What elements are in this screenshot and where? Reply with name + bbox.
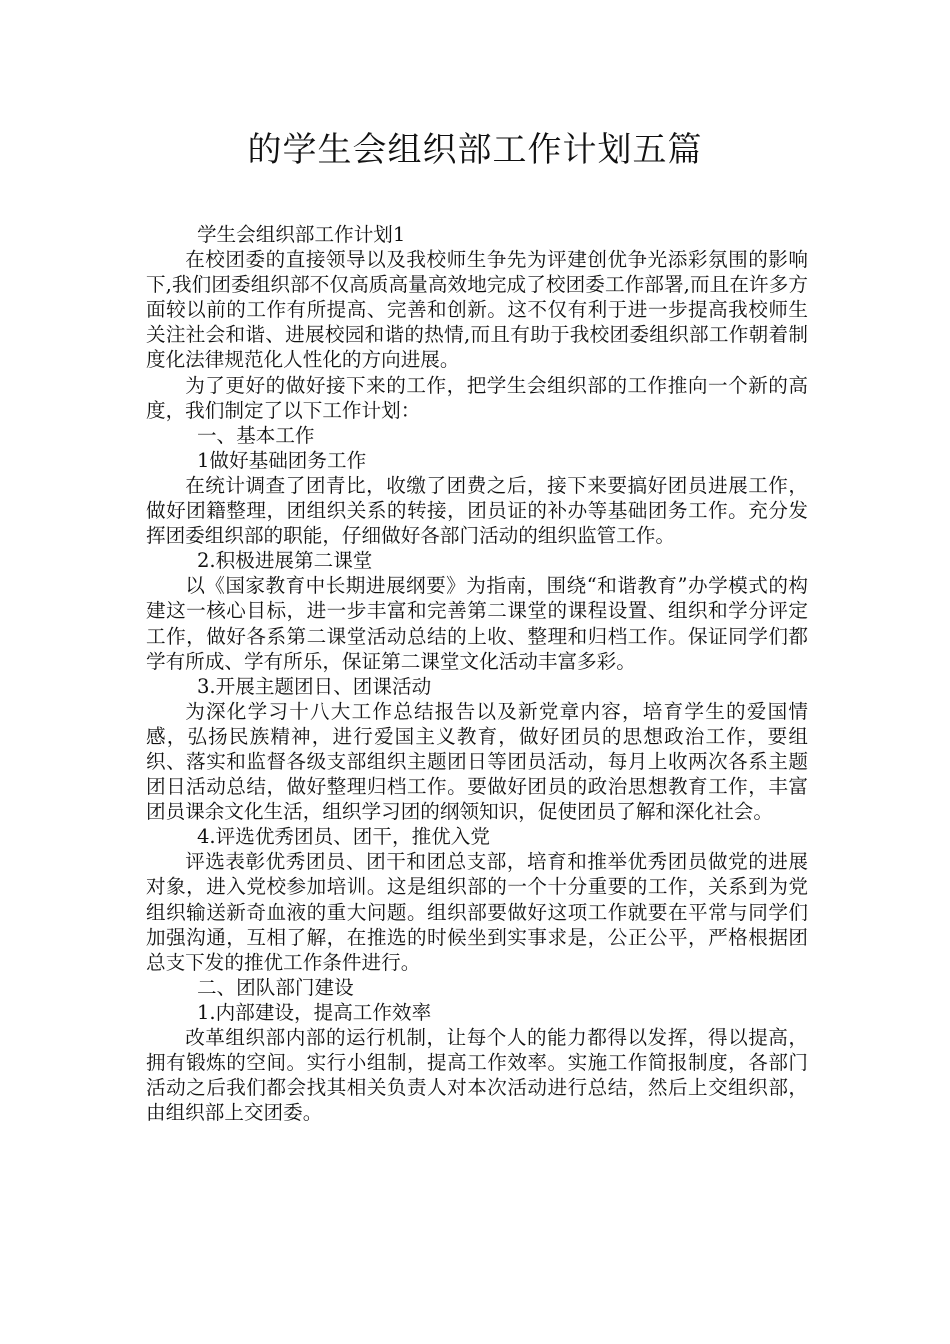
paragraph: 为深化学习十八大工作总结报告以及新党章内容，培育学生的爱国情感，弘扬民族精神，进行爱国主义教育，做好团员的思想政治工作，要组织、落实和监督各级支部组织主题团日等团员活动，每月上收两次各系主题团日活动总结，做好整理归档工作。要做好团员的政治思想教育工作，丰富团员课余文化生活，组织学习团的纲领知识，促使团员了解和深化社会。 [146, 699, 808, 824]
paragraph: 评选表彰优秀团员、团干和团总支部，培育和推举优秀团员做党的进展对象，进入党校参加培训。这是组织部的一个十分重要的工作，关系到为党组织输送新奇血液的重大问题。组织部要做好这项工作就要在平常与同学们加强沟通，互相了解，在推选的时候坐到实事求是，公正公平，严格根据团总支下发的推优工作条件进行。 [146, 850, 808, 974]
section-heading: 二、团队部门建设 [196, 975, 354, 999]
paragraph: 在统计调查了团青比，收缴了团费之后，接下来要搞好团员进展工作，做好团籍整理，团组织关系的转接，团员证的补办等基础团务工作。充分发挥团委组织部的职能，仔细做好各部门活动的组织监管工作。 [146, 473, 808, 548]
document-body [146, 222, 808, 1125]
paragraph: 改革组织部内部的运行机制，让每个人的能力都得以发挥，得以提高，拥有锻炼的空间。实行小组制，提高工作效率。实施工作简报制度，各部门活动之后我们都会找其相关负责人对本次活动进行总结，然后上交组织部，由组织部上交团委。 [146, 1026, 808, 1125]
subsection-heading: 1.内部建设，提高工作效率 [196, 1000, 432, 1024]
paragraph: 为了更好的做好接下来的工作，把学生会组织部的工作推向一个新的高度，我们制定了以下工作计划： [146, 373, 808, 422]
section-heading: 学生会组织部工作计划1 [196, 223, 406, 246]
subsection-heading: 2.积极进展第二课堂 [196, 549, 373, 573]
section-heading: 一、基本工作 [196, 423, 315, 447]
document-title: 的学生会组织部工作计划五篇 [247, 130, 703, 170]
paragraph: 以《国家教育中长期进展纲要》为指南，围绕“和谐教育”办学模式的构建这一核心目标，进一步丰富和完善第二课堂的课程设置、组织和学分评定工作，做好各系第二课堂活动总结的上收、整理和归档工作。保证同学们都学有所成、学有所乐，保证第二课堂文化活动丰富多彩。 [146, 574, 808, 673]
paragraph: 在校团委的直接领导以及我校师生争先为评建创优争光添彩氛围的影响下,我们团委组织部不仅高质高量高效地完成了校团委工作部署,而且在许多方面较以前的工作有所提高、完善和创新。这不仅有利于进一步提高我校师生关注社会和谐、进展校园和谐的热情,而且有助于我校团委组织部工作朝着制度化法律规范化人性化的方向进展。 [146, 248, 808, 372]
subsection-heading: 4.评选优秀团员、团干，推优入党 [196, 825, 490, 849]
subsection-heading: 3.开展主题团日、团课活动 [196, 674, 432, 698]
subsection-heading: 1做好基础团务工作 [196, 448, 367, 472]
